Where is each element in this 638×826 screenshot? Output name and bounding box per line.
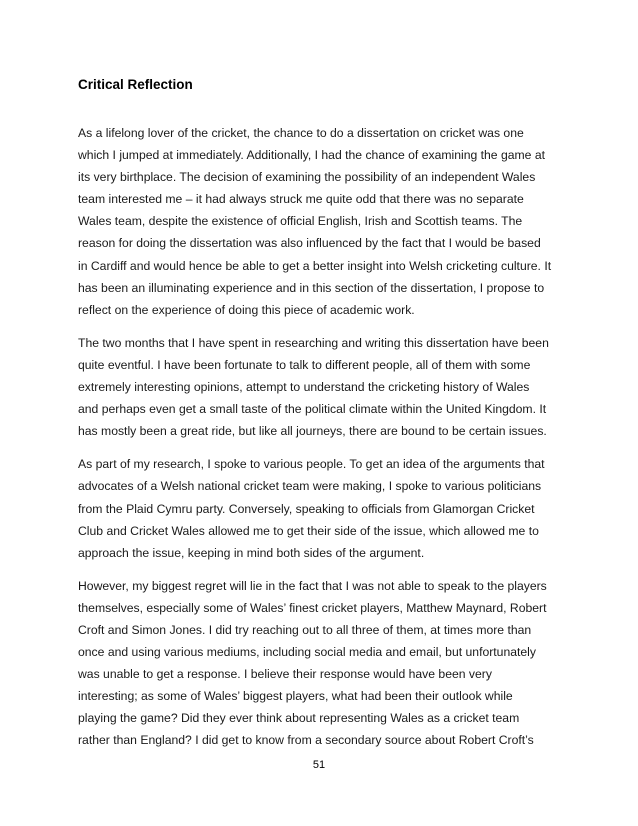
paragraph-3: [78, 453, 568, 563]
text-line: themselves, especially some of Wales’ finest cricket players, Matthew Maynard, Robert: [78, 600, 547, 615]
text-line: its very birthplace. The decision of examining the possibility of an independent Wales: [78, 170, 536, 185]
text-line: Club and Cricket Wales allowed me to get their side of the issue, which allowed me to: [78, 523, 539, 538]
text-line: quite eventful. I have been fortunate to talk to different people, all of them with some: [78, 357, 531, 372]
text-line: which I jumped at immediately. Additionally, I had the chance of examining the game at: [78, 148, 545, 163]
text-line: Croft and Simon Jones. I did try reaching out to all three of them, at times more than: [78, 622, 532, 637]
text-line: However, my biggest regret will lie in the fact that I was not able to speak to the players: [78, 578, 547, 593]
text-line: As a lifelong lover of the cricket, the chance to do a dissertation on cricket was one: [78, 126, 524, 140]
text-line: Wales team, despite the existence of official English, Irish and Scottish teams. The: [78, 214, 523, 229]
paragraph-2: [78, 332, 568, 442]
text-line: team interested me – it had always struck me quite odd that there was no separate: [78, 192, 524, 207]
paragraph-4: [78, 575, 568, 752]
text-line: has been an illuminating experience and in this section of the dissertation, I propose to: [78, 280, 545, 295]
text-line: was unable to get a response. I believe their response would have been very: [78, 667, 492, 682]
text-line: As part of my research, I spoke to various people. To get an idea of the arguments that: [78, 457, 545, 472]
text-line: advocates of a Welsh national cricket team were making, I spoke to various politicians: [78, 479, 542, 494]
body-text: [78, 122, 568, 763]
text-line: in Cardiff and would hence be able to get a better insight into Welsh cricketing culture. It: [78, 258, 552, 273]
text-line: rather than England? I did get to know from a secondary source about Robert Croft’s: [78, 733, 534, 748]
text-line: reflect on the experience of doing this piece of academic work.: [78, 302, 415, 317]
section-heading: Critical Reflection: [78, 77, 193, 92]
text-line: once and using various mediums, including social media and email, but unfortunately: [78, 645, 536, 660]
text-line: extremely interesting opinions, attempt to understand the cricketing history of Wales: [78, 380, 530, 395]
text-line: reason for doing the dissertation was also influenced by the fact that I would be based: [78, 236, 541, 251]
text-line: playing the game? Did they ever think about representing Wales as a cricket team: [78, 711, 520, 726]
text-line: interesting; as some of Wales’ biggest players, what had been their outlook while: [78, 689, 513, 704]
page-number: 51: [312, 759, 326, 771]
paragraph-1: [78, 122, 568, 321]
text-line: from the Plaid Cymru party. Conversely, speaking to officials from Glamorgan Cricket: [78, 501, 535, 516]
text-line: has mostly been a great ride, but like all journeys, there are bound to be certain issues.: [78, 424, 547, 439]
text-line: and perhaps even get a small taste of the political climate within the United Kingdom. It: [78, 402, 547, 417]
text-line: approach the issue, keeping in mind both sides of the argument.: [78, 545, 425, 560]
text-line: The two months that I have spent in researching and writing this dissertation have been: [78, 335, 549, 350]
